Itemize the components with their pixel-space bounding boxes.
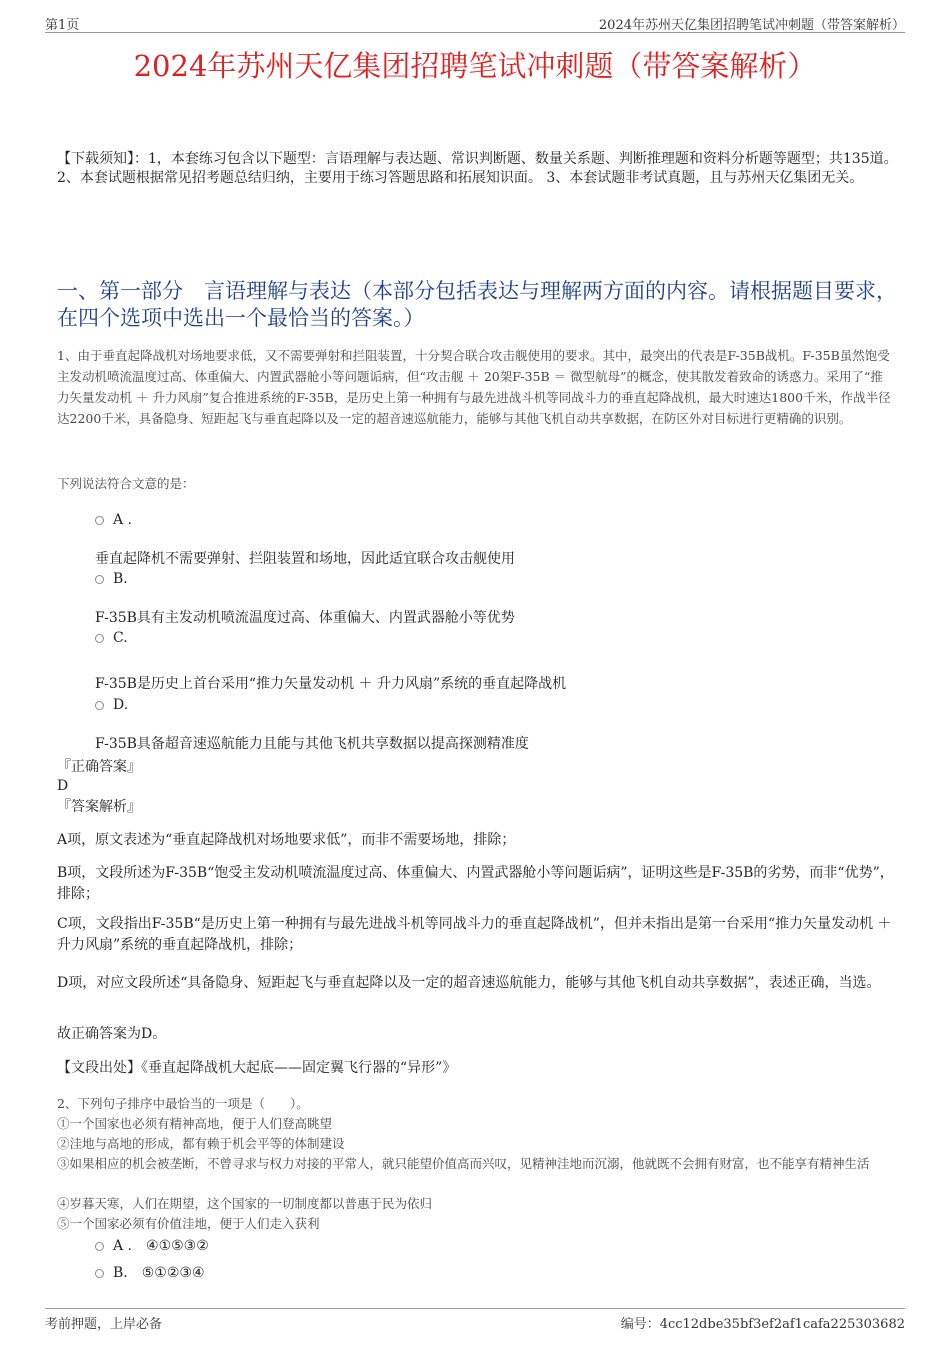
document-title: 2024年苏州天亿集团招聘笔试冲刺题（带答案解析）	[133, 49, 817, 83]
option-key: D.	[113, 697, 129, 713]
question-1-prompt: 下列说法符合文意的是：	[57, 476, 195, 491]
radio-icon[interactable]	[95, 701, 104, 710]
q1-option-b[interactable]	[95, 571, 128, 587]
q2-option-a[interactable]	[95, 1238, 209, 1254]
q1-option-b-text: F-35B具有主发动机喷流温度过高、体重偏大、内置武器舱小等优势	[95, 610, 515, 626]
q1-option-a[interactable]	[95, 512, 132, 528]
question-2-stem: 2、下列句子排序中最恰当的一项是（ ）。	[57, 1096, 309, 1111]
source-citation: 【文段出处】《垂直起降战机大起底——固定翼飞行器的“异形”》	[57, 1060, 457, 1076]
q1-option-d-text: F-35B具备超音速巡航能力且能与其他飞机共享数据以提高探测精准度	[95, 736, 529, 752]
q1-option-c-text: F-35B是历史上首台采用“推力矢量发动机 ＋ 升力风扇”系统的垂直起降战机	[95, 676, 567, 692]
q2-option-b[interactable]	[95, 1265, 205, 1281]
analysis-a: A项，原文表述为“垂直起降战机对场地要求低”，而非不需要场地，排除；	[57, 832, 516, 848]
q1-option-d[interactable]	[95, 697, 128, 713]
analysis-label: 『答案解析』	[57, 799, 141, 815]
radio-icon[interactable]	[95, 575, 104, 584]
download-notice: 【下载须知】：1，本套练习包含以下题型：言语理解与表达题、常识判断题、数量关系题、判断推理题和资料分析题等题型；共135道。 2、本套试题根据常见招考题总结归纳，主要用于练习答题思路和拓展知识面。 3、本套试题非考试真题，且与苏州天亿集团无关。	[57, 151, 898, 186]
answer-label: 『正确答案』	[57, 759, 141, 775]
q2-sentence-4: ④岁暮天寒，人们在期望，这个国家的一切制度都以普惠于民为依归	[57, 1196, 433, 1211]
q1-option-c[interactable]	[95, 630, 128, 646]
analysis-b: B项，文段所述为F-35B“饱受主发动机喷流温度过高、体重偏大、内置武器舱小等问题诟病”，证明这些是F-35B的劣势，而非“优势”，排除；	[57, 865, 894, 902]
q2-sentence-5: ⑤一个国家必须有价值洼地，便于人们走入获利	[57, 1216, 320, 1231]
option-text: ⑤①②③④	[141, 1265, 205, 1281]
option-text: ④①⑤③②	[146, 1238, 209, 1254]
footer-slogan: 考前押题，上岸必备	[45, 1317, 163, 1332]
q2-sentence-2: ②洼地与高地的形成，都有赖于机会平等的体制建设	[57, 1136, 345, 1151]
q1-option-a-text: 垂直起降机不需要弹射、拦阻装置和场地，因此适宜联合攻击舰使用	[95, 551, 515, 567]
option-key: A .	[113, 1238, 133, 1254]
option-key: C.	[113, 630, 128, 646]
section-title: 一、第一部分 言语理解与表达（本部分包括表达与理解两方面的内容。请根据题目要求，在四个选项中选出一个最恰当的答案。）	[57, 279, 897, 330]
option-key: A .	[113, 512, 133, 528]
option-key: B.	[113, 571, 128, 587]
question-1-stem: 1、由于垂直起降战机对场地要求低，又不需要弹射和拦阻装置，十分契合联合攻击舰使用的要求。其中，最突出的代表是F-35B战机。F-35B虽然饱受主发动机喷流温度过高、体重偏大、内置武器舱小等问题诟病，但“攻击舰 ＋ 20架F-35B ＝ 微型航母”的概念，使其散发着致命的诱惑力。采用了“推力矢量发动机 ＋ 升力风扇”复合推进系统的F-35B，是历史上第一种拥有与最先进战斗机等同战斗力的垂直起降战机，最大时速达1800千米，作战半径达2200千米，具备隐身、短距起飞与垂直起降以及一定的超音速巡航能力，能够与其他飞机自动共享数据，在防区外对目标进行更精确的识别。	[57, 348, 891, 426]
radio-icon[interactable]	[95, 1242, 104, 1251]
analysis-c: C项，文段指出F-35B“是历史上第一种拥有与最先进战斗机等同战斗力的垂直起降战机”，但并未指出是第一台采用“推力矢量发动机 ＋ 升力风扇”系统的垂直起降战机，排除；	[57, 916, 892, 953]
header-divider	[45, 32, 905, 33]
option-key: B.	[113, 1265, 128, 1281]
q2-sentence-3: ③如果相应的机会被垄断，不曾寻求与权力对接的平常人，就只能望价值高而兴叹，见精神洼地而沉溺，他就既不会拥有财富，也不能享有精神生活	[57, 1156, 870, 1171]
radio-icon[interactable]	[95, 634, 104, 643]
running-header-title: 2024年苏州天亿集团招聘笔试冲刺题（带答案解析）	[598, 18, 905, 33]
answer-value: D	[57, 778, 69, 794]
radio-icon[interactable]	[95, 516, 104, 525]
page-number: 第1页	[45, 18, 80, 33]
footer-doc-id: 编号：4cc12dbe35bf3ef2af1cafa225303682	[620, 1317, 905, 1332]
analysis-conclusion: 故正确答案为D。	[57, 1026, 167, 1042]
analysis-d: D项，对应文段所述“具备隐身、短距起飞与垂直起降以及一定的超音速巡航能力，能够与其他飞机自动共享数据”，表述正确，当选。	[57, 975, 881, 991]
footer-divider	[45, 1308, 905, 1309]
radio-icon[interactable]	[95, 1269, 104, 1278]
q2-sentence-1: ①一个国家也必须有精神高地，便于人们登高眺望	[57, 1116, 333, 1131]
